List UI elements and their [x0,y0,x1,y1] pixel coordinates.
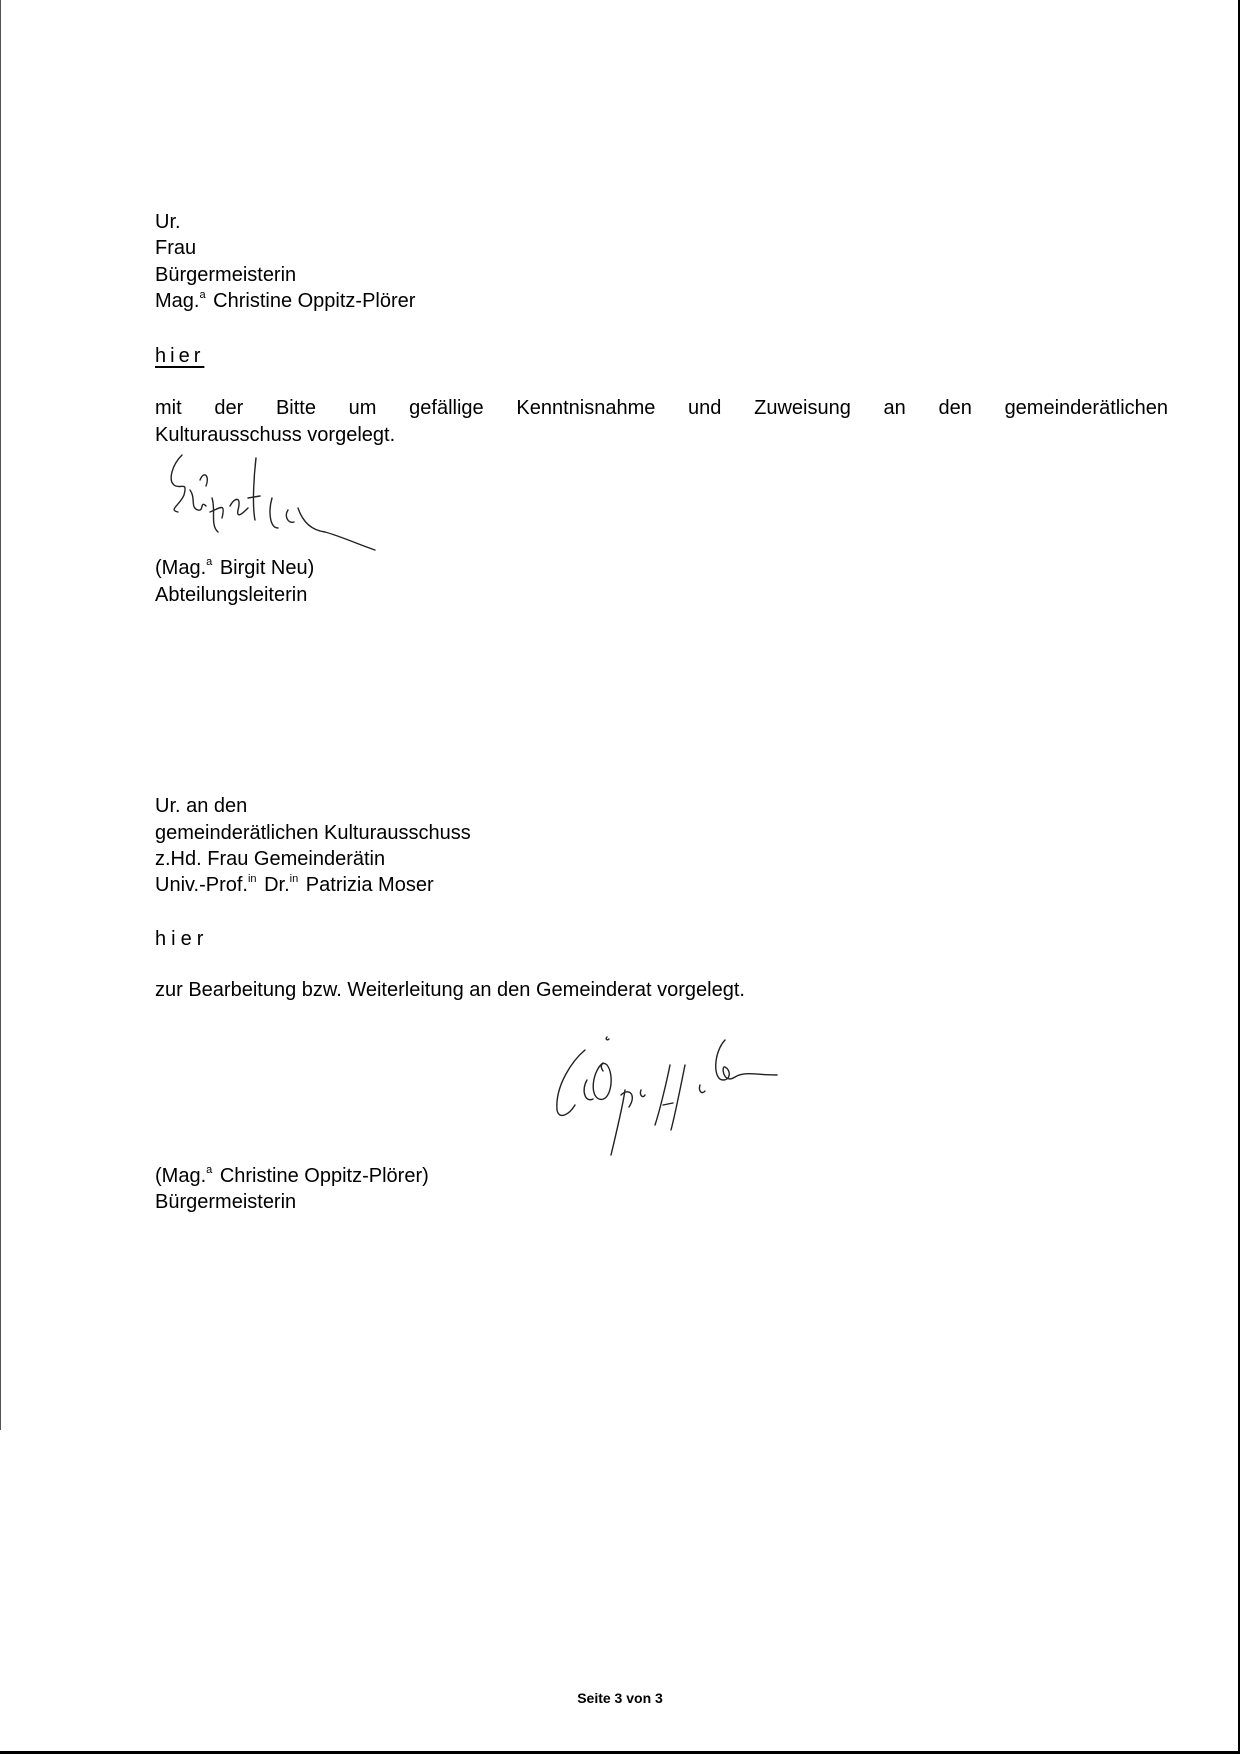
block1-recipient-name [155,288,415,317]
signatory1-sup: a [206,556,213,568]
signatory2-prefix: (Mag. [155,1165,207,1187]
signature-birgit-neu [160,450,380,555]
block2-line-ur-an-den: Ur. an den [155,795,248,817]
recipient-rest: Christine Oppitz-Plörer [213,290,416,312]
block1-request-line2: Kulturausschuss vorgelegt. [155,424,396,446]
block1-signatory [155,555,314,584]
block2-request: zur Bearbeitung bzw. Weiterleitung an den Gemeinderat vorgelegt. [155,979,745,1001]
block2-signatory [155,1163,429,1192]
block2-line-zhd: z.Hd. Frau Gemeinderätin [155,848,386,870]
block1-signatory-title: Abteilungsleiterin [155,584,308,606]
recipient-prefix: Mag. [155,290,200,312]
block2-line-committee: gemeinderätlichen Kulturausschuss [155,822,471,844]
block1-line-title: Bürgermeisterin [155,264,297,286]
recipient2-sup1: in [247,873,257,885]
page-number: Seite 3 von 3 [577,1690,663,1706]
block1-hier: hier [155,345,205,367]
scan-edge-left [0,0,1,1430]
signatory2-sup: a [206,1164,213,1176]
block1-request-line1: mit der Bitte um gefällige Kenntnisnahme und Zuweisung an den gemeinderätlichen [155,397,1168,419]
block1-line-frau: Frau [155,237,197,259]
recipient2-part2: Dr. [264,874,290,896]
signatory1-rest: Birgit Neu) [219,557,315,579]
signatory2-rest: Christine Oppitz-Plörer) [219,1165,429,1187]
block2-hier: hier [155,928,209,950]
recipient2-sup2: in [289,873,299,885]
signature-oppitz-ploerer [545,1035,850,1175]
block2-signatory-title: Bürgermeisterin [155,1191,297,1213]
recipient-sup: a [199,289,206,301]
recipient2-part3: Patrizia Moser [305,874,434,896]
recipient2-part1: Univ.-Prof. [155,874,248,896]
block2-recipient-name [155,872,434,901]
signatory1-prefix: (Mag. [155,557,207,579]
block1-line-ur: Ur. [155,211,181,233]
